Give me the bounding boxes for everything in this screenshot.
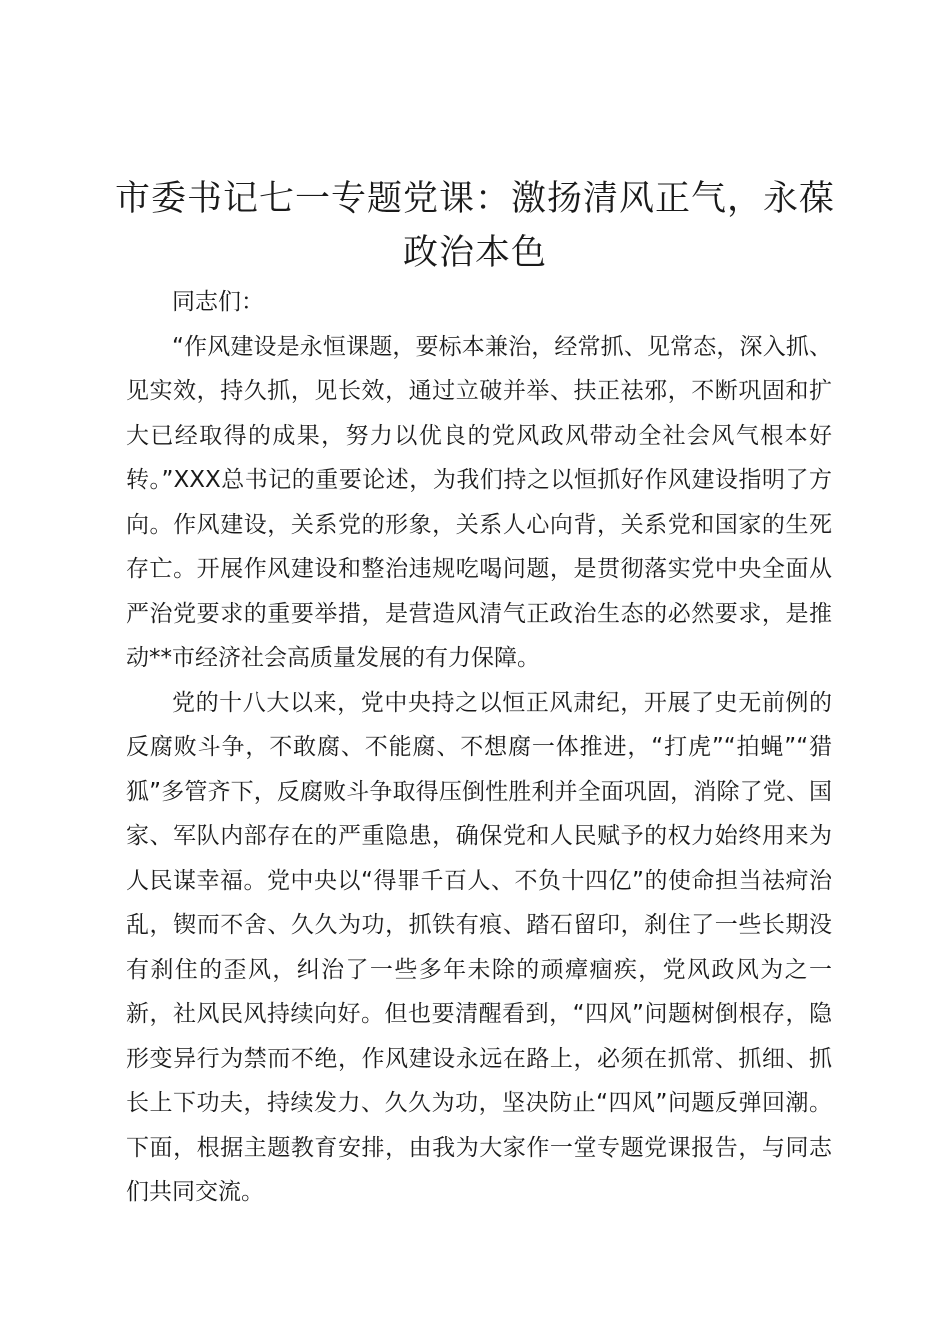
paragraph-1: “作风建设是永恒课题，要标本兼治，经常抓、见常态，深入抓、见实效，持久抓，见长效，通过立破并举、扶正祛邪，不断巩固和扩大已经取得的成果，努力以优良的党风政风带动全社会风气根本好转。”XXX总书记的重要论述，为我们持之以恒抓好作风建设指明了方向。作风建设，关系党的形象，关系人心向背，关系党和国家的生死存亡。开展作风建设和整治违规吃喝问题，是贯彻落实党中央全面从严治党要求的重要举措，是营造风清气正政治生态的必然要求，是推动**市经济社会高质量发展的有力保障。 (126, 333, 832, 671)
paragraph-2: 党的十八大以来，党中央持之以恒正风肃纪，开展了史无前例的反腐败斗争，不敢腐、不能腐、不想腐一体推进，“打虎”“拍蝇”“猎狐”多管齐下，反腐败斗争取得压倒性胜利并全面巩固，消除了党、国家、军队内部存在的严重隐患，确保党和人民赋予的权力始终用来为人民谋幸福。党中央以“得罪千百人、不负十四亿”的使命担当祛疴治乱，锲而不舍、久久为功，抓铁有痕、踏石留印，刹住了一些长期没有刹住的歪风，纠治了一些多年未除的顽瘴痼疾，党风政风为之一新，社风民风持续向好。但也要清醒看到，“四风”问题树倒根存，隐形变异行为禁而不绝，作风建设永远在路上，必须在抓常、抓细、抓长上下功夫，持续发力、久久为功，坚决防止“四风”问题反弹回潮。下面，根据主题教育安排，由我为大家作一堂专题党课报告，与同志们共同交流。 (126, 689, 832, 1205)
title-line-1: 市委书记七一专题党课：激扬清风正气，永葆 (114, 179, 835, 219)
title-line-2: 政治本色 (402, 233, 547, 273)
document-body (126, 280, 832, 1215)
document-title (100, 172, 850, 280)
salutation: 同志们： (172, 289, 264, 315)
